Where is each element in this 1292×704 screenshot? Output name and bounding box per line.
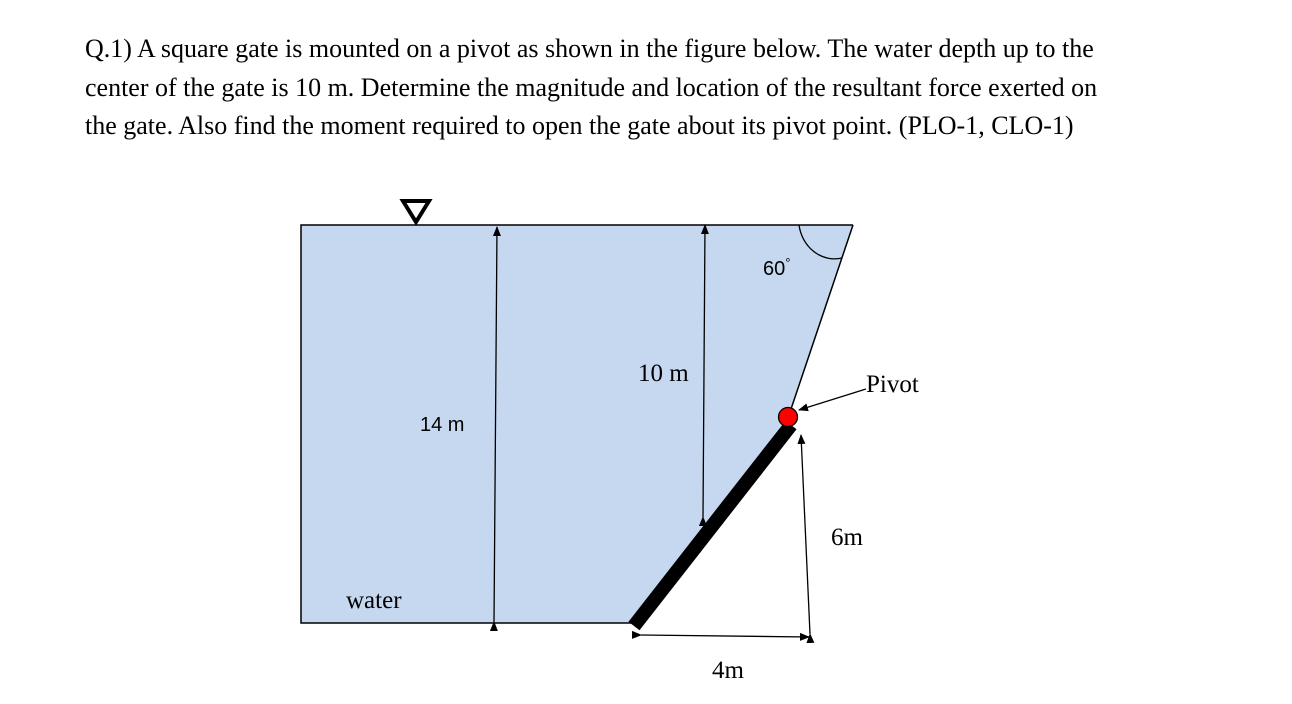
- question-line-3: the gate. Also find the moment required to open the gate about its pivot point. (PLO-1, CLO-1): [85, 111, 1074, 140]
- width-label: 4m: [712, 657, 744, 684]
- question-line-1: Q.1) A square gate is mounted on a pivot as shown in the figure below. The water depth up to the: [85, 34, 1094, 63]
- pivot-label: Pivot: [866, 371, 919, 398]
- width-dimension: [641, 635, 809, 637]
- angle-label: 60°: [763, 255, 791, 280]
- depth-center-label: 10 m: [638, 360, 689, 387]
- depth-total-label: 14 m: [420, 414, 465, 436]
- water-region: [301, 225, 853, 623]
- height-dimension: [801, 435, 810, 634]
- pivot-icon: [779, 408, 798, 427]
- pivot-pointer: [799, 389, 866, 410]
- free-surface-icon: [403, 201, 429, 222]
- height-label: 6m: [831, 524, 863, 551]
- water-label: water: [346, 587, 402, 614]
- question-line-2: center of the gate is 10 m. Determine the magnitude and location of the resultant force exerted on: [85, 72, 1098, 102]
